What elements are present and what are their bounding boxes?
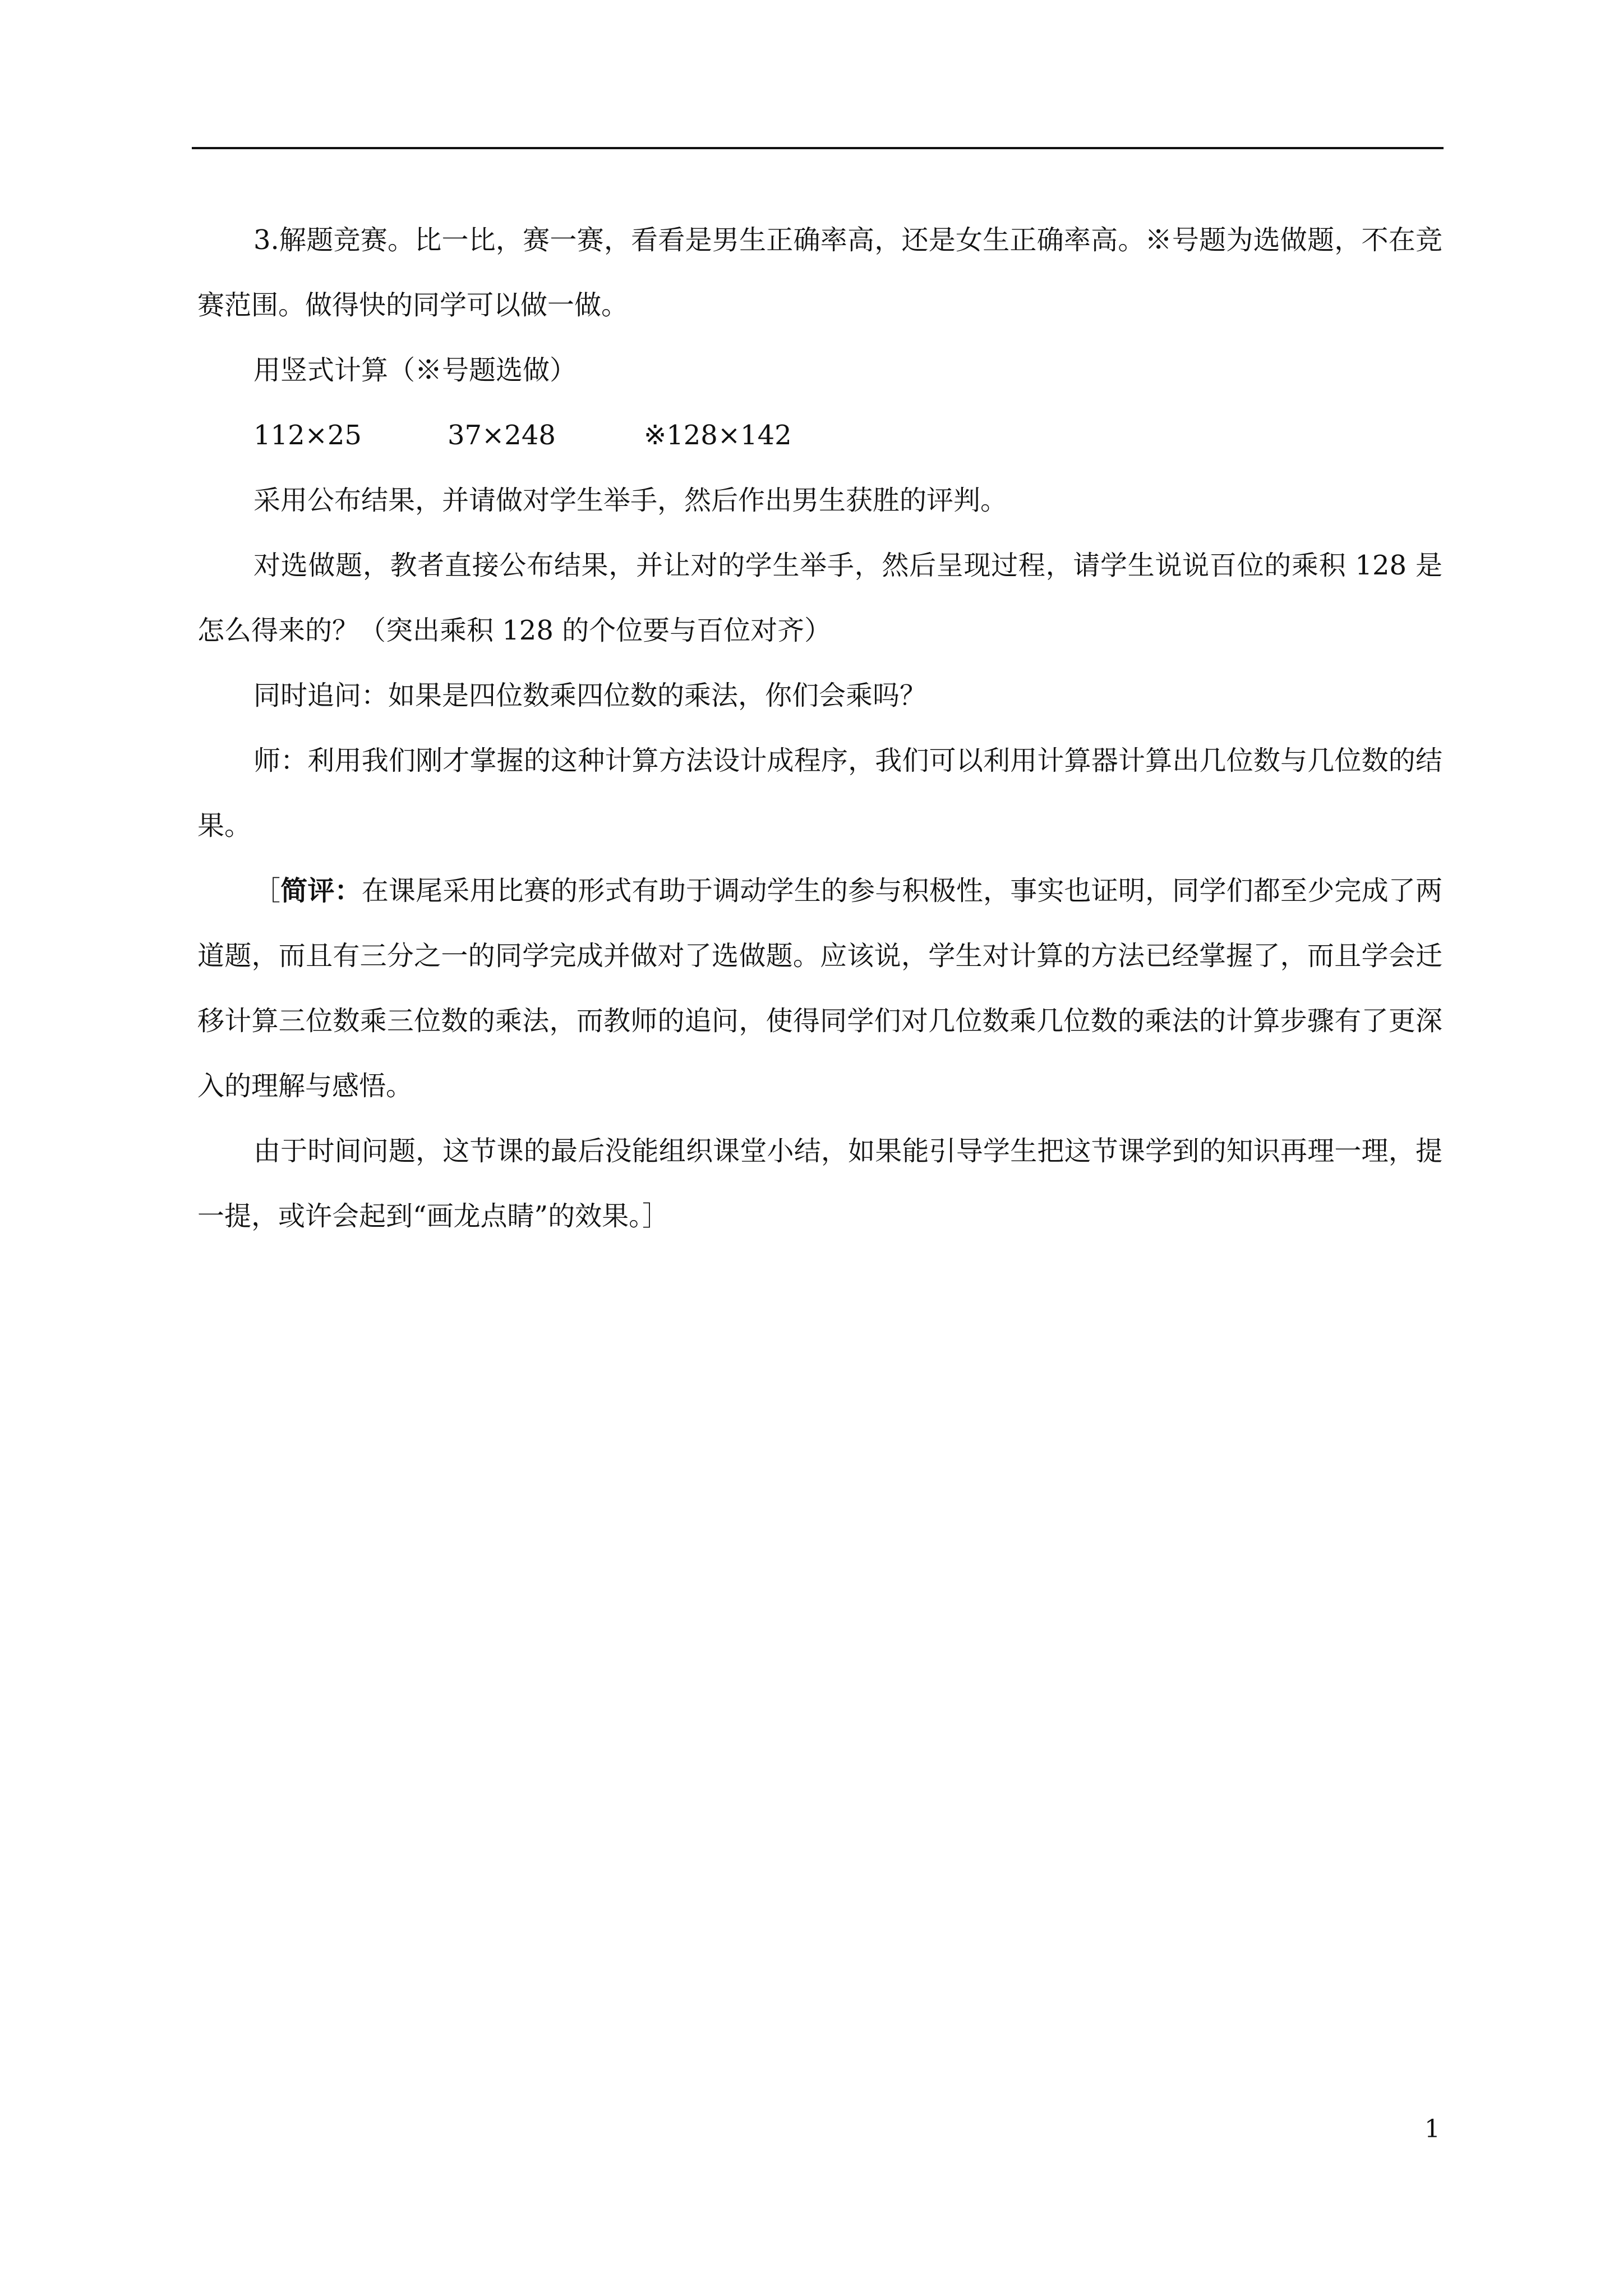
- review-body: 在课尾采用比赛的形式有助于调动学生的参与积极性，事实也证明，同学们都至少完成了两道题，而且有三分之一的同学完成并做对了选做题。应该说，学生对计算的方法已经掌握了，而且学会迁移计算三位数乘三位数的乘法，而教师的追问，使得同学们对几位数乘几位数的乘法的计算步骤有了更深入的理解与感悟。: [197, 875, 1442, 1102]
- page-number: 1: [1424, 2115, 1440, 2143]
- paragraph-optional-question: 对选做题，教者直接公布结果，并让对的学生举手，然后呈现过程，请学生说说百位的乘积 128 是怎么得来的？（突出乘积 128 的个位要与百位对齐）: [197, 550, 1442, 646]
- review-open-bracket: ［: [253, 875, 281, 907]
- problem-item-optional: ※128×142: [644, 420, 792, 451]
- problem-list: [197, 403, 1442, 468]
- paragraph-announce: 采用公布结果，并请做对学生举手，然后作出男生获胜的评判。: [253, 485, 1008, 516]
- document-body: [197, 208, 1442, 1249]
- paragraph-vertical-calc: 用竖式计算（※号题选做）: [253, 355, 577, 386]
- problem-item: 37×248: [448, 420, 556, 451]
- paragraph-follow-up: 同时追问：如果是四位数乘四位数的乘法，你们会乘吗？: [253, 680, 927, 711]
- paragraph-competition: 3.解题竞赛。比一比，赛一赛，看看是男生正确率高，还是女生正确率高。※号题为选做题，不在竞赛范围。做得快的同学可以做一做。: [197, 224, 1442, 321]
- paragraph-summary: 由于时间问题，这节课的最后没能组织课堂小结，如果能引导学生把这节课学到的知识再理一理，提一提，或许会起到“画龙点睛”的效果。］: [197, 1135, 1442, 1232]
- problem-item: 112×25: [253, 420, 362, 451]
- header-rule: [192, 147, 1444, 149]
- paragraph-review: [197, 858, 1442, 1119]
- paragraph-teacher: 师：利用我们刚才掌握的这种计算方法设计成程序，我们可以利用计算器计算出几位数与几位数的结果。: [197, 745, 1442, 841]
- review-label: 简评：: [280, 875, 362, 907]
